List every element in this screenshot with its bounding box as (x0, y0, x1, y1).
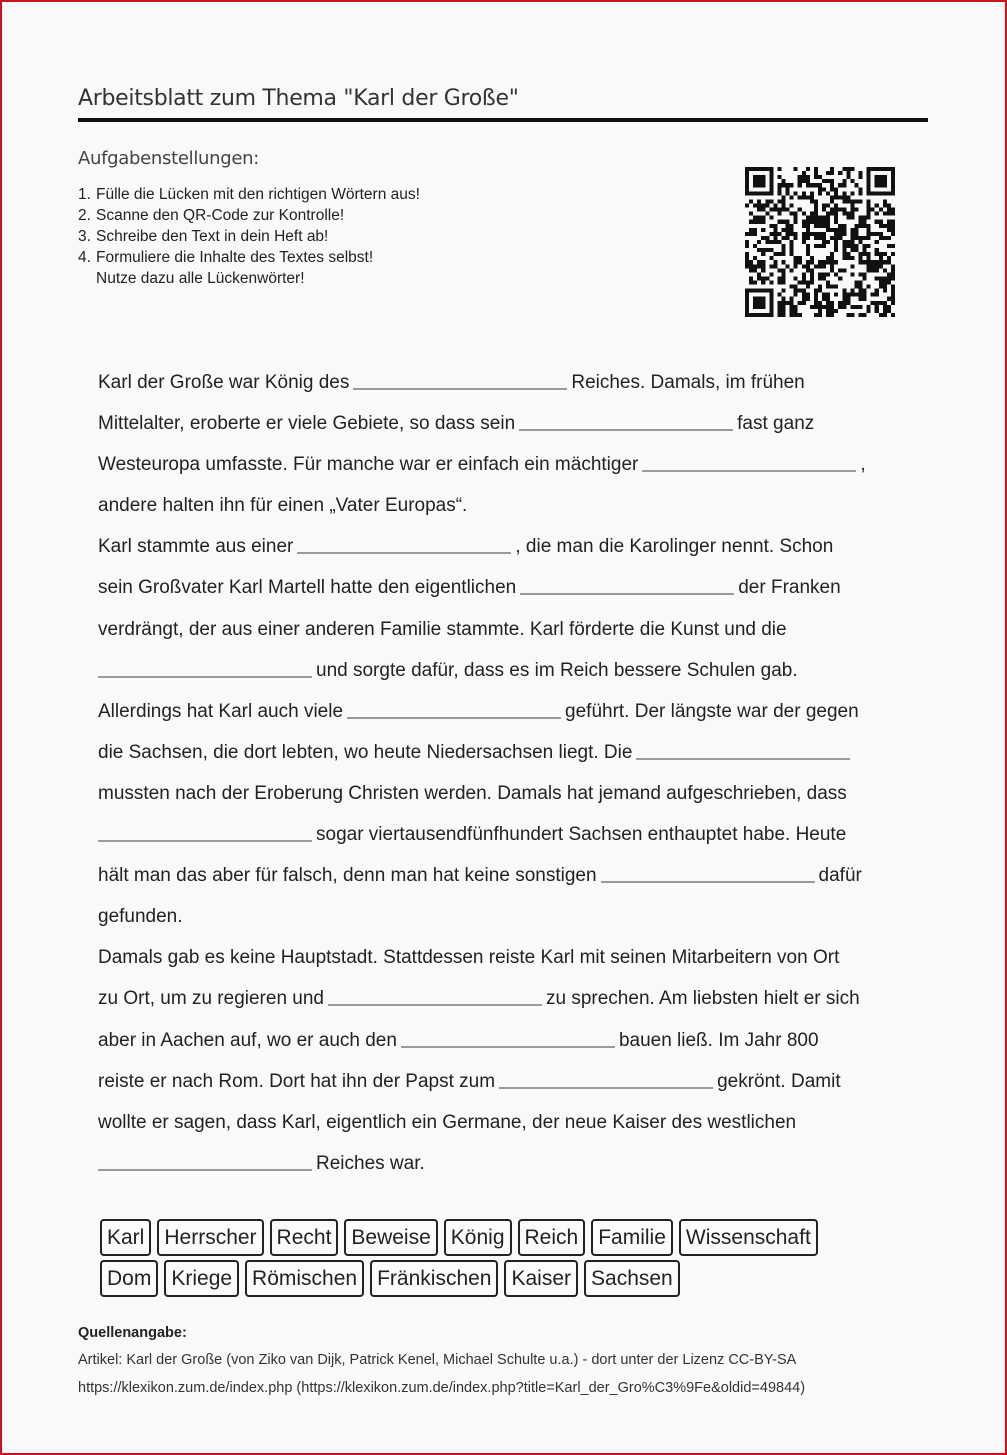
text-segment: gefunden. (98, 906, 183, 928)
blank-field[interactable] (520, 575, 734, 595)
source-url[interactable]: https://klexikon.zum.de/index.php (https://klexikon.zum.de/index.php?title=Karl_der_Gro%C3%9Fe&oldid=49844) (78, 1380, 806, 1396)
text-line (98, 362, 918, 403)
text-line (98, 855, 918, 896)
word-bank-row (100, 1260, 860, 1301)
text-line (98, 1061, 918, 1102)
text-line (98, 485, 918, 526)
source-article: Artikel: Karl der Große (von Ziko van Dijk, Patrick Kenel, Michael Schulte u.a.) - dort unter der Lizenz CC-BY-SA (78, 1352, 797, 1368)
text-segment: sein Großvater Karl Martell hatte den eigentlichen (98, 577, 517, 599)
text-segment: hält man das aber für falsch, denn man hat keine sonstigen (98, 865, 597, 887)
text-segment: andere halten ihn für einen „Vater Europas“. (98, 495, 468, 517)
text-segment: die Sachsen, die dort lebten, wo heute Niedersachsen liegt. Die (98, 741, 633, 763)
page-title: Arbeitsblatt zum Thema "Karl der Große" (78, 84, 928, 122)
qr-code-icon[interactable] (745, 166, 895, 318)
word-chip[interactable]: Fränkischen (370, 1260, 498, 1297)
text-segment: zu Ort, um zu regieren und (98, 988, 324, 1010)
tasks-heading: Aufgabenstellungen: (78, 148, 260, 169)
text-line (98, 937, 918, 978)
text-line (98, 896, 918, 937)
text-line (98, 978, 918, 1019)
blank-field[interactable] (401, 1028, 615, 1048)
word-chip[interactable]: Dom (100, 1260, 158, 1297)
text-segment: sogar viertausendfünfhundert Sachsen enthauptet habe. Heute (316, 824, 847, 846)
task-item: 1. Fülle die Lücken mit den richtigen Wörtern aus! (78, 186, 420, 203)
blank-field[interactable] (98, 1151, 312, 1171)
word-chip[interactable]: Karl (100, 1219, 151, 1256)
text-segment: Karl der Große war König des (98, 372, 350, 393)
blank-field[interactable] (519, 411, 733, 431)
text-line (98, 1102, 918, 1143)
task-list (78, 184, 420, 289)
text-segment: bauen ließ. Im Jahr 800 (618, 1029, 819, 1051)
text-line (98, 609, 918, 650)
text-line (98, 773, 918, 814)
word-chip[interactable]: Reich (518, 1219, 586, 1256)
cloze-text (98, 362, 918, 1184)
text-segment: Karl stammte aus einer (98, 536, 294, 558)
word-chip[interactable]: Kaiser (504, 1260, 578, 1297)
text-segment: zu sprechen. Am liebsten hielt er sich (546, 988, 860, 1010)
word-chip[interactable]: Wissenschaft (679, 1219, 818, 1256)
text-segment: Damals gab es keine Hauptstadt. Stattdessen reiste Karl mit seinen Mitarbeitern von Ort (98, 947, 840, 969)
blank-field[interactable] (297, 534, 511, 554)
blank-field[interactable] (601, 863, 815, 883)
text-segment: verdrängt, der aus einer anderen Familie stammte. Karl förderte die Kunst und die (98, 618, 787, 640)
blank-field[interactable] (353, 370, 567, 390)
blank-field[interactable] (98, 822, 312, 842)
task-item: 3. Schreibe den Text in dein Heft ab! (78, 228, 329, 245)
text-segment: dafür (818, 865, 862, 887)
text-segment: reiste er nach Rom. Dort hat ihn der Papst zum (98, 1070, 496, 1092)
word-chip[interactable]: Kriege (164, 1260, 239, 1297)
word-chip[interactable]: König (444, 1219, 512, 1256)
text-segment: wollte er sagen, dass Karl, eigentlich ein Germane, der neue Kaiser des westlichen (98, 1111, 797, 1133)
word-chip[interactable]: Römischen (245, 1260, 364, 1297)
blank-field[interactable] (328, 986, 542, 1006)
text-line (98, 526, 918, 567)
word-chip[interactable]: Familie (591, 1219, 673, 1256)
text-segment: Reiches. Damals, im frühen (571, 372, 805, 393)
word-bank (100, 1219, 860, 1301)
text-line (98, 444, 918, 485)
text-segment: Reiches war. (316, 1152, 425, 1174)
word-chip[interactable]: Herrscher (157, 1219, 263, 1256)
text-segment: Mittelalter, eroberte er viele Gebiete, so dass sein (98, 413, 516, 435)
blank-field[interactable] (642, 452, 856, 472)
blank-field[interactable] (347, 699, 561, 719)
word-chip[interactable]: Sachsen (584, 1260, 680, 1297)
blank-field[interactable] (98, 658, 312, 678)
text-segment: gekrönt. Damit (717, 1070, 841, 1092)
text-line (98, 403, 918, 444)
text-segment: , die man die Karolinger nennt. Schon (515, 536, 834, 558)
text-line (98, 1020, 918, 1061)
text-line (98, 691, 918, 732)
source-label: Quellenangabe: (78, 1325, 187, 1341)
text-segment: Allerdings hat Karl auch viele (98, 700, 344, 722)
text-line (98, 650, 918, 691)
word-bank-row (100, 1219, 860, 1260)
blank-field[interactable] (499, 1069, 713, 1089)
text-segment: fast ganz (737, 413, 815, 435)
text-segment: Westeuropa umfasste. Für manche war er einfach ein mächtiger (98, 454, 639, 476)
text-segment: , (860, 454, 866, 476)
word-chip[interactable]: Beweise (344, 1219, 437, 1256)
text-segment: und sorgte dafür, dass es im Reich bessere Schulen gab. (316, 659, 798, 681)
blank-field[interactable] (636, 740, 850, 760)
text-segment: mussten nach der Eroberung Christen werden. Damals hat jemand aufgeschrieben, dass (98, 782, 847, 804)
word-chip[interactable]: Recht (270, 1219, 339, 1256)
text-line (98, 732, 918, 773)
text-segment: geführt. Der längste war der gegen (565, 700, 859, 722)
text-segment: der Franken (738, 577, 841, 599)
text-line (98, 567, 918, 608)
text-line (98, 814, 918, 855)
task-item: 4. Formuliere die Inhalte des Textes selbst! Nutze dazu alle Lückenwörter! (78, 249, 374, 287)
text-line (98, 1143, 918, 1184)
task-item: 2. Scanne den QR-Code zur Kontrolle! (78, 207, 345, 224)
text-segment: aber in Aachen auf, wo er auch den (98, 1029, 397, 1051)
